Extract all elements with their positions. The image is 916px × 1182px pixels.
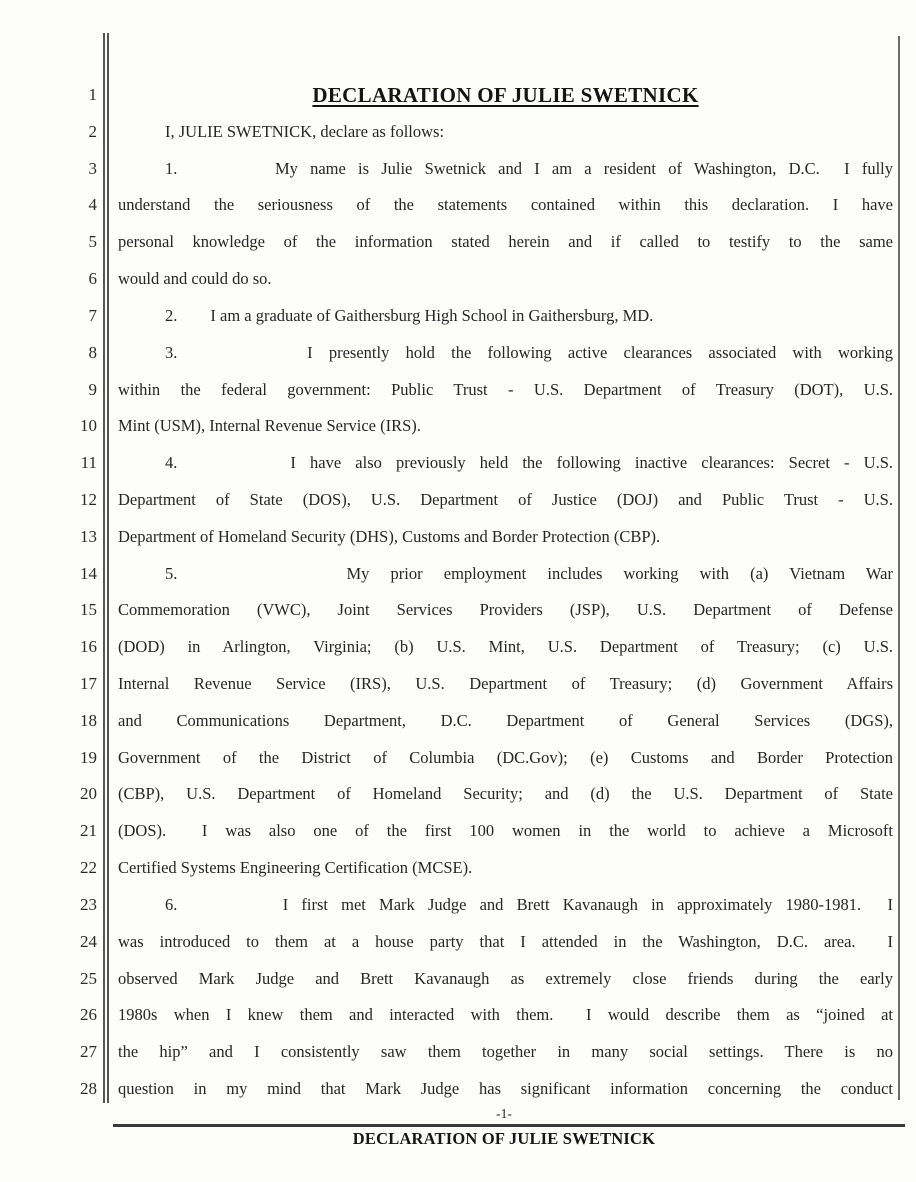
document-line [0,592,916,629]
line-text: (DOS). I was also one of the first 100 women in the world to achieve a Microsoft [118,821,893,841]
line-text: question in my mind that Mark Judge has significant information concerning the conduct [118,1078,893,1098]
line-text: would and could do so. [118,269,272,289]
footer-divider-rule [113,1124,905,1127]
line-text: (CBP), U.S. Department of Homeland Security; and (d) the U.S. Department of State [118,784,893,804]
line-text: Mint (USM), Internal Revenue Service (IRS). [118,416,421,436]
line-text: Department of Homeland Security (DHS), Customs and Border Protection (CBP). [118,526,661,546]
document-line [0,408,916,445]
document-line [0,776,916,813]
line-number: 11 [80,453,97,473]
line-text: 4. I have also previously held the following inactive clearances: Secret - U.S. [165,453,893,473]
line-text: observed Mark Judge and Brett Kavanaugh as extremely close friends during the early [118,968,893,988]
document-line [0,187,916,224]
line-number: 19 [80,747,97,767]
line-number: 26 [80,1005,97,1025]
line-text: Internal Revenue Service (IRS), U.S. Department of Treasury; (d) Government Affairs [118,674,893,693]
footer-page-number: -1- [496,1106,512,1121]
line-text: (DOD) in Arlington, Virginia; (b) U.S. Mint, U.S. Department of Treasury; (c) U.S. [118,637,893,657]
document-line [0,961,916,998]
document-line [0,997,916,1034]
line-text: was introduced to them at a house party that I attended in the Washington, D.C. area. I [118,931,893,951]
document-line [0,519,916,556]
line-number: 13 [80,526,97,546]
line-number: 2 [88,121,97,141]
line-number: 27 [80,1042,97,1062]
line-number: 18 [80,710,97,730]
line-text: Certified Systems Engineering Certification (MCSE). [118,858,473,878]
line-text: 1980s when I knew them and interacted with them. I would describe them as “joined at [118,1005,893,1025]
line-number: 22 [80,858,97,878]
line-text: DECLARATION OF JULIE SWETNICK [312,83,699,107]
document-line [0,740,916,777]
document-line [0,298,916,335]
line-number: 16 [80,637,97,657]
line-number: 20 [80,784,97,804]
line-number: 21 [80,821,97,841]
line-number: 6 [88,269,97,289]
document-line [0,924,916,961]
line-text: 1. My name is Julie Swetnick and I am a resident of Washington, D.C. I fully [165,158,893,178]
line-text: 6. I first met Mark Judge and Brett Kavanaugh in approximately 1980-1981. I [165,894,893,914]
line-text: and Communications Department, D.C. Department of General Services (DGS), [118,710,893,730]
line-number: 28 [80,1078,97,1098]
line-number: 23 [80,894,97,914]
document-line [0,151,916,188]
line-text: 3. I presently hold the following active clearances associated with working [165,342,893,362]
document-line [0,335,916,372]
document-line [0,1071,916,1108]
line-number: 1 [88,85,97,104]
document-line [0,887,916,924]
document-line [0,261,916,298]
document-line [0,703,916,740]
document-line [0,813,916,850]
line-text: Department of State (DOS), U.S. Department of Justice (DOJ) and Public Trust - U.S. [118,489,893,509]
document-line [0,850,916,887]
line-number: 25 [80,968,97,988]
pleading-line-rows [0,77,916,1108]
line-text: the hip” and I consistently saw them together in many social settings. There is no [118,1042,893,1062]
document-line [0,556,916,593]
line-number: 4 [88,195,97,215]
document-line [0,114,916,151]
line-number: 12 [80,489,97,509]
line-number: 17 [80,674,97,693]
line-text: Government of the District of Columbia (DC.Gov); (e) Customs and Border Protection [118,747,893,767]
line-number: 5 [88,232,97,252]
document-line [0,224,916,261]
document-line [0,372,916,409]
line-text: I, JULIE SWETNICK, declare as follows: [165,121,445,141]
line-number: 10 [80,416,97,436]
line-text: understand the seriousness of the statements contained within this declaration. I have [118,195,893,215]
document-line [0,482,916,519]
line-number: 24 [80,931,97,951]
line-text: 2. I am a graduate of Gaithersburg High School in Gaithersburg, MD. [165,305,654,325]
line-text: within the federal government: Public Trust - U.S. Department of Treasury (DOT), U.S. [118,379,893,399]
document-line [0,629,916,666]
line-text: Commemoration (VWC), Joint Services Providers (JSP), U.S. Department of Defense [118,600,893,620]
line-text: personal knowledge of the information stated herein and if called to testify to the same [118,232,893,252]
line-number: 3 [88,158,97,178]
line-text: 5. My prior employment includes working with (a) Vietnam War [165,563,893,583]
line-number: 15 [80,600,97,620]
document-line [0,445,916,482]
line-number: 9 [88,379,97,399]
line-number: 7 [88,305,97,325]
line-number: 8 [88,342,97,362]
line-number: 14 [80,563,97,583]
footer-document-title: DECLARATION OF JULIE SWETNICK [352,1129,656,1148]
document-line [0,1034,916,1071]
document-line [0,77,916,114]
document-line [0,666,916,703]
